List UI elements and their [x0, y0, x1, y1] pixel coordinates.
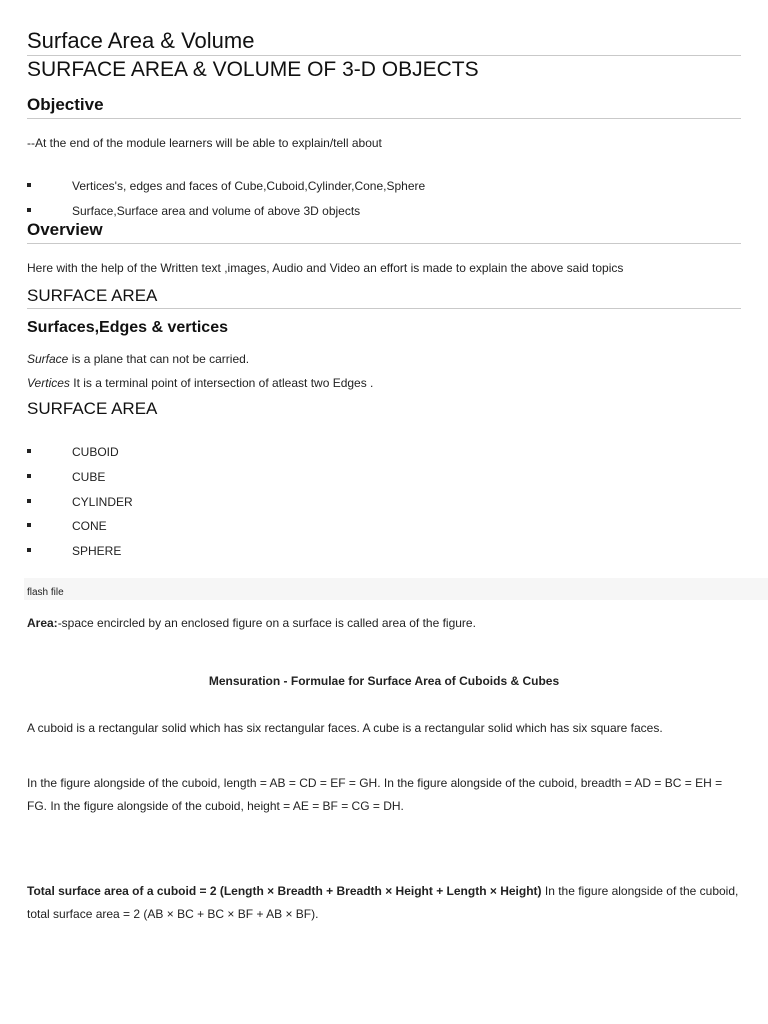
- document-title: Surface Area & Volume: [27, 28, 255, 53]
- area-definition: Area:-space encircled by an enclosed figure on a surface is called area of the figure.: [27, 616, 476, 630]
- mensuration-title: Mensuration - Formulae for Surface Area of Cuboids & Cubes: [208, 674, 560, 688]
- document-subtitle: SURFACE AREA & VOLUME OF 3-D OBJECTS: [27, 58, 479, 81]
- bullet-icon: [27, 183, 31, 187]
- objective-intro: --At the end of the module learners will be able to explain/tell about: [27, 136, 382, 150]
- overview-divider: [27, 243, 741, 244]
- title-divider: [27, 55, 741, 56]
- bullet-icon: [27, 449, 31, 453]
- surface-area-list-heading: SURFACE AREA: [27, 399, 158, 418]
- bullet-icon: [27, 523, 31, 527]
- bullet-icon: [27, 474, 31, 478]
- overview-heading: Overview: [27, 220, 103, 239]
- surface-area-divider: [27, 308, 741, 309]
- cuboid-dimensions: In the figure alongside of the cuboid, length = AB = CD = EF = GH. In the figure alongside of the cuboid, breadth = AD = BC = EH = FG. In the figure alongside of the cuboid, height = AE = BF = CG = DH.: [27, 776, 723, 813]
- bullet-icon: [27, 208, 31, 212]
- objective-divider: [27, 118, 741, 119]
- total-surface-area-formula: Total surface area of a cuboid = 2 (Length × Breadth + Breadth × Height + Length × Height) In the figure alongside of the cuboid, total surface area = 2 (AB × BC + BC × BF + AB × BF).: [27, 884, 739, 921]
- surface-definition: Surface is a plane that can not be carried.: [27, 352, 250, 366]
- overview-text: Here with the help of the Written text ,images, Audio and Video an effort is made to explain the above said topics: [27, 261, 624, 275]
- surface-area-heading: SURFACE AREA: [27, 286, 158, 305]
- vertices-definition: Vertices It is a terminal point of intersection of atleast two Edges .: [27, 376, 374, 390]
- bullet-icon: [27, 548, 31, 552]
- objective-heading: Objective: [27, 95, 104, 114]
- flash-file-placeholder[interactable]: flash file: [24, 578, 768, 600]
- surfaces-edges-vertices-heading: Surfaces,Edges & vertices: [27, 319, 228, 336]
- cuboid-description: A cuboid is a rectangular solid which has six rectangular faces. A cube is a rectangular solid which has six square faces.: [27, 721, 663, 735]
- bullet-icon: [27, 499, 31, 503]
